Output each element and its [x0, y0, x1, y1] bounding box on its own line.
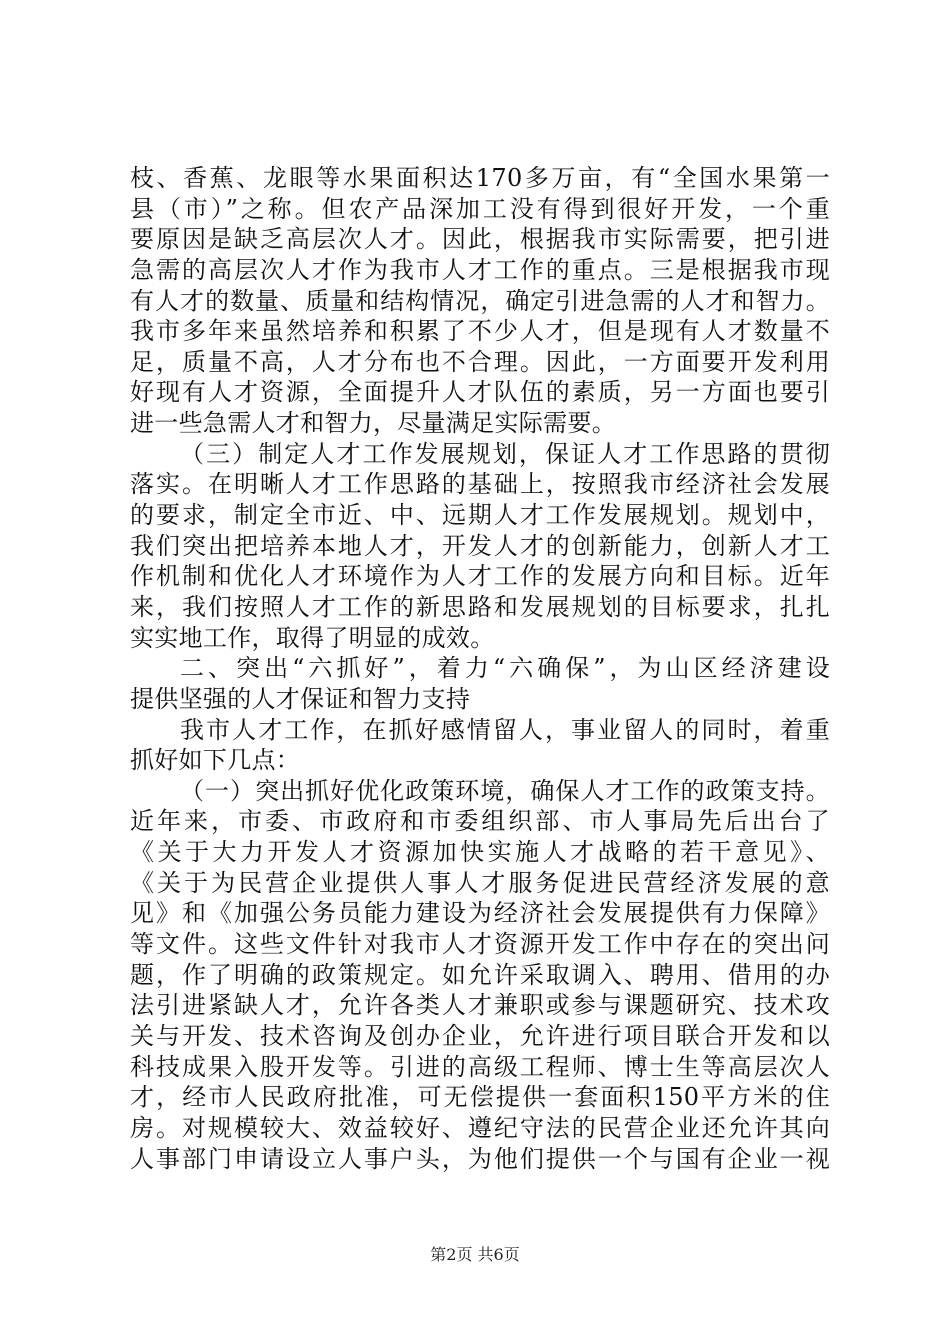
- text-line: 关与开发、技术咨询及创办企业，允许进行项目联合开发和以: [130, 1021, 830, 1050]
- text-line: 进一些急需人才和智力，尽量满足实际需要。: [130, 409, 616, 438]
- text-line: 法引进紧缺人才，允许各类人才兼职或参与课题研究、技术攻: [130, 991, 830, 1020]
- text-line: 抓好如下几点：: [130, 746, 301, 775]
- text-line: 等文件。这些文件针对我市人才资源开发工作中存在的突出问: [130, 930, 830, 959]
- text-line: 好现有人才资源，全面提升人才队伍的素质，另一方面也要引: [130, 378, 830, 407]
- section-heading-line: 二、突出“六抓好”，着力“六确保”，为山区经济建设: [180, 654, 830, 683]
- text-line: 有人才的数量、质量和结构情况，确定引进急需的人才和智力。: [130, 286, 830, 315]
- text-line: 要原因是缺乏高层次人才。因此，根据我市实际需要，把引进: [130, 225, 830, 254]
- text-line: 人事部门申请设立人事户头，为他们提供一个与国有企业一视: [130, 1144, 830, 1173]
- text-line: 《关于大力开发人才资源加快实施人才战略的若干意见》、: [130, 838, 830, 867]
- text-line: 题，作了明确的政策规定。如允许采取调入、聘用、借用的办: [130, 960, 830, 989]
- text-line: 我们突出把培养本地人才，开发人才的创新能力，创新人才工: [130, 531, 830, 560]
- body-text: [130, 163, 830, 1174]
- text-line: 落实。在明晰人才工作思路的基础上，按照我市经济社会发展: [130, 470, 830, 499]
- text-line: 实实地工作，取得了明显的成效。: [130, 623, 495, 652]
- text-line: 的要求，制定全市近、中、远期人才工作发展规划。规划中，: [130, 501, 830, 530]
- text-line: 作机制和优化人才环境作为人才工作的发展方向和目标。近年: [130, 562, 830, 591]
- section-heading-line: 提供坚强的人才保证和智力支持: [130, 684, 471, 713]
- text-line: 我市人才工作，在抓好感情留人，事业留人的同时，着重: [180, 715, 830, 744]
- text-line: 我市多年来虽然培养和积累了不少人才，但是现有人才数量不: [130, 317, 830, 346]
- text-line: 房。对规模较大、效益较好、遵纪守法的民营企业还允许其向: [130, 1113, 830, 1142]
- text-line: 来，我们按照人才工作的新思路和发展规划的目标要求，扎扎: [130, 592, 830, 621]
- text-line: 《关于为民营企业提供人事人才服务促进民营经济发展的意: [130, 868, 830, 897]
- page-number-footer: 第2页 共6页: [430, 1245, 520, 1264]
- text-line: 枝、香蕉、龙眼等水果面积达170多万亩，有“全国水果第一: [130, 164, 830, 192]
- text-line: 足，质量不高，人才分布也不合理。因此，一方面要开发利用: [130, 347, 830, 376]
- text-line: 见》和《加强公务员能力建设为经济社会发展提供有力保障》: [130, 899, 830, 928]
- text-line: （一）突出抓好优化政策环境，确保人才工作的政策支持。: [180, 776, 830, 805]
- text-line: 才，经市人民政府批准，可无偿提供一套面积150平方米的住: [130, 1083, 830, 1112]
- text-line: 县（市）”之称。但农产品深加工没有得到很好开发，一个重: [130, 194, 830, 223]
- text-line: 急需的高层次人才作为我市人才工作的重点。三是根据我市现: [130, 255, 830, 284]
- text-line: 近年来，市委、市政府和市委组织部、市人事局先后出台了: [130, 807, 830, 836]
- text-line: 科技成果入股开发等。引进的高级工程师、博士生等高层次人: [130, 1052, 830, 1081]
- text-line: （三）制定人才工作发展规划，保证人才工作思路的贯彻: [180, 439, 830, 468]
